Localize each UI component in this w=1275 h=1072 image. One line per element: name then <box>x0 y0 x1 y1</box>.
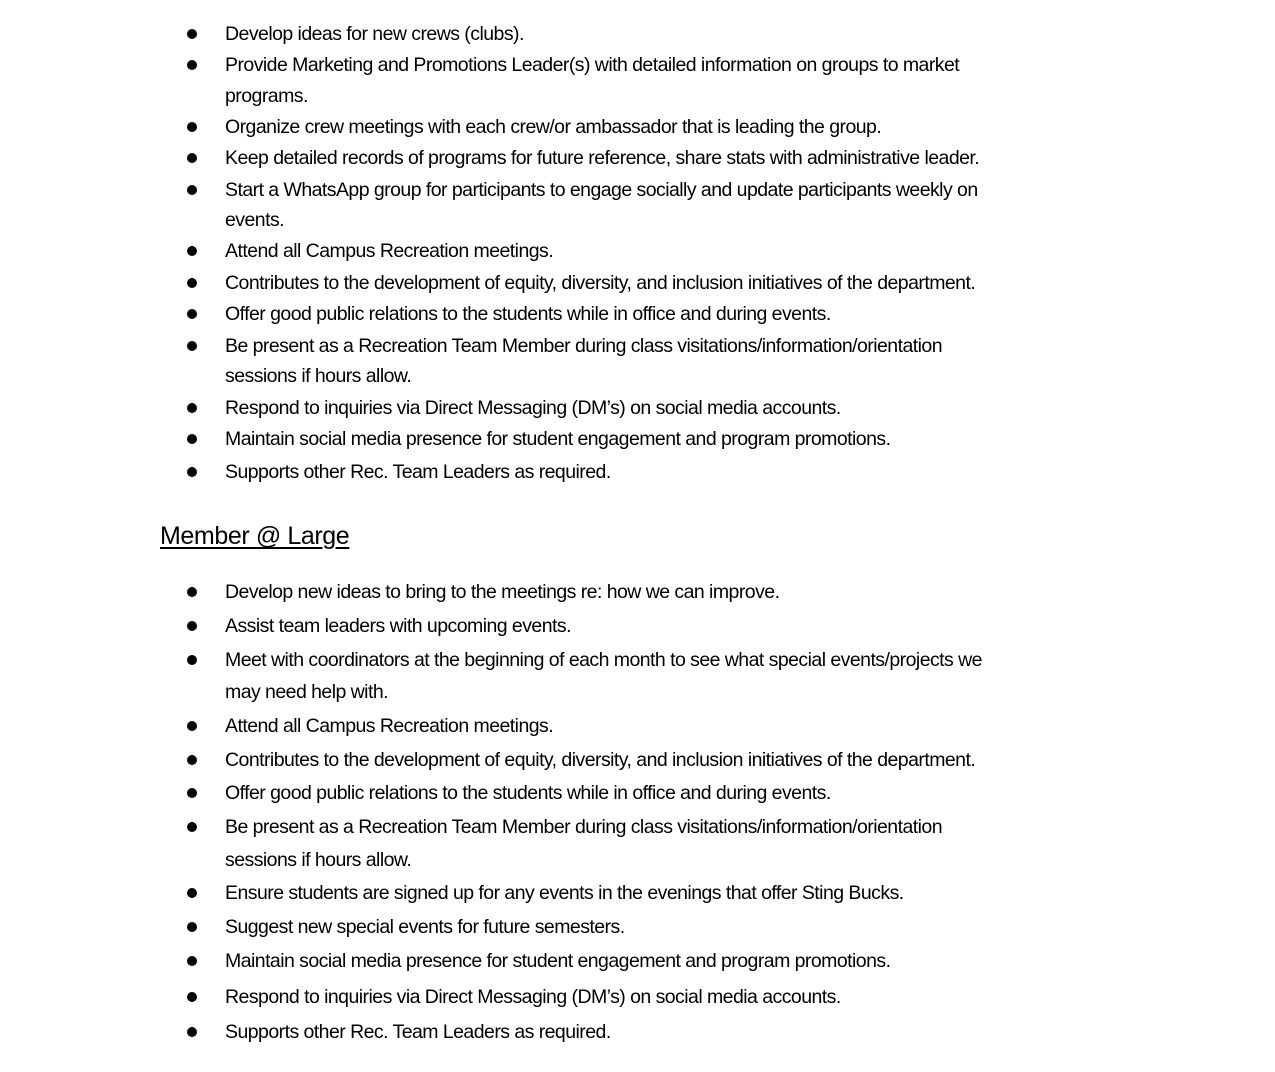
list-item-text: Start a WhatsApp group for participants to engage socially and update participants weekly on <box>225 179 978 201</box>
list-item-text: Respond to inquiries via Direct Messaging (DM’s) on social media accounts. <box>225 986 841 1008</box>
list-item-text-continued: programs. <box>225 85 308 107</box>
list-item-text: Contributes to the development of equity, diversity, and inclusion initiatives of the department. <box>225 749 976 771</box>
bullet-icon <box>187 888 197 898</box>
list-item-text: Offer good public relations to the students while in office and during events. <box>225 782 831 804</box>
list-item-text: Attend all Campus Recreation meetings. <box>225 715 554 737</box>
bullet-icon <box>187 246 197 256</box>
list-item-text: Supports other Rec. Team Leaders as required. <box>225 461 611 483</box>
list-item-text: Develop ideas for new crews (clubs). <box>225 23 524 45</box>
bullet-icon <box>187 1027 197 1037</box>
bullet-icon <box>187 403 197 413</box>
list-item-text: Meet with coordinators at the beginning of each month to see what special events/projects we <box>225 649 982 671</box>
bullet-icon <box>187 621 197 631</box>
bullet-icon <box>187 278 197 288</box>
list-item-text: Organize crew meetings with each crew/or ambassador that is leading the group. <box>225 116 882 138</box>
bullet-icon <box>187 60 197 70</box>
bullet-icon <box>187 341 197 351</box>
list-item-text: Supports other Rec. Team Leaders as required. <box>225 1021 611 1043</box>
bullet-icon <box>187 122 197 132</box>
bullet-icon <box>187 721 197 731</box>
bullet-icon <box>187 822 197 832</box>
bullet-icon <box>187 467 197 477</box>
list-item-text: Offer good public relations to the students while in office and during events. <box>225 303 831 325</box>
bullet-icon <box>187 788 197 798</box>
list-item-text-continued: events. <box>225 209 285 231</box>
bullet-icon <box>187 992 197 1002</box>
list-item-text: Contributes to the development of equity, diversity, and inclusion initiatives of the department. <box>225 272 976 294</box>
list-item-text: Attend all Campus Recreation meetings. <box>225 240 554 262</box>
list-item-text: Develop new ideas to bring to the meetings re: how we can improve. <box>225 581 780 603</box>
list-item-text: Maintain social media presence for student engagement and program promotions. <box>225 428 891 450</box>
list-item-text: Suggest new special events for future semesters. <box>225 916 625 938</box>
bullet-icon <box>187 185 197 195</box>
section-heading-member-at-large: Member @ Large <box>160 522 350 550</box>
list-item-text: Maintain social media presence for student engagement and program promotions. <box>225 950 891 972</box>
list-item-text: Be present as a Recreation Team Member during class visitations/information/orientation <box>225 816 943 838</box>
bullet-icon <box>187 434 197 444</box>
bullet-icon <box>187 956 197 966</box>
list-item-text: Ensure students are signed up for any events in the evenings that offer Sting Bucks. <box>225 882 904 904</box>
list-item-text: Respond to inquiries via Direct Messaging (DM’s) on social media accounts. <box>225 397 841 419</box>
bullet-icon <box>187 309 197 319</box>
bullet-icon <box>187 755 197 765</box>
bullet-icon <box>187 655 197 665</box>
list-item-text: Be present as a Recreation Team Member during class visitations/information/orientation <box>225 335 943 357</box>
bullet-icon <box>187 587 197 597</box>
bullet-icon <box>187 922 197 932</box>
list-item-text-continued: sessions if hours allow. <box>225 849 412 871</box>
list-item-text-continued: sessions if hours allow. <box>225 365 412 387</box>
list-item-text: Provide Marketing and Promotions Leader(s) with detailed information on groups to market <box>225 54 960 76</box>
bullet-icon <box>187 29 197 39</box>
list-item-text-continued: may need help with. <box>225 681 388 703</box>
bullet-icon <box>187 153 197 163</box>
list-item-text: Assist team leaders with upcoming events. <box>225 615 571 637</box>
list-item-text: Keep detailed records of programs for future reference, share stats with administrative leader. <box>225 147 980 169</box>
